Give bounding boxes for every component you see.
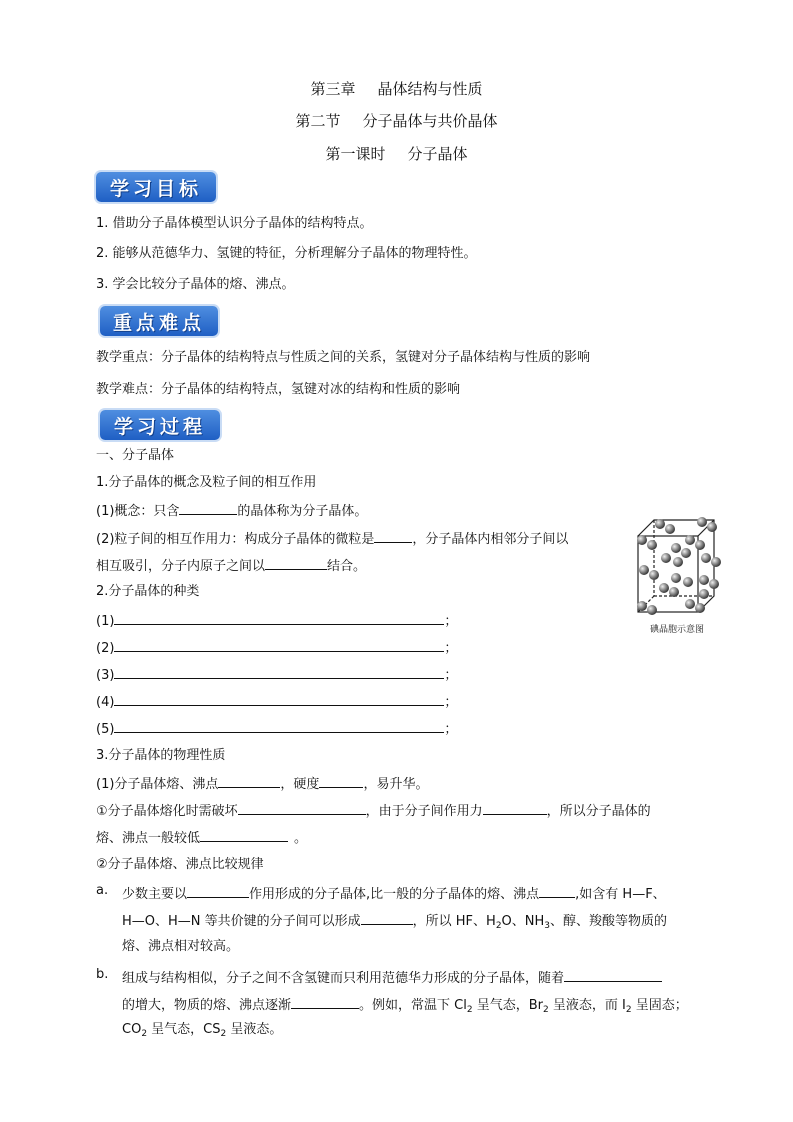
goal-item: 2. 能够从范德华力、氢键的特征，分析理解分子晶体的物理特性。	[96, 246, 477, 261]
kind-end: ；	[444, 641, 458, 656]
section-title	[0, 110, 793, 131]
fill-blank[interactable]	[483, 800, 547, 815]
rule-text-c: ，所以分子晶体的	[546, 804, 651, 819]
key-points-banner: 重点难点	[100, 306, 218, 336]
item-b-text: CO	[122, 1022, 142, 1037]
fill-blank[interactable]	[291, 994, 359, 1009]
item-a-text: 、醇、羧酸等物质的	[550, 914, 668, 929]
rule-text-b: ，由于分子间作用力	[365, 804, 483, 819]
rule-text-a: ①分子晶体熔化时需破坏	[96, 804, 238, 819]
kind-number: (2)	[96, 641, 115, 656]
kind-number: (4)	[96, 695, 115, 710]
fill-blank[interactable]	[539, 883, 575, 898]
item-b-text: 呈液态，而 I	[548, 998, 626, 1013]
goal-item: 3. 学会比较分子晶体的熔、沸点。	[96, 277, 295, 292]
kind-number: (1)	[96, 614, 115, 629]
lesson-number: 第一课时	[325, 145, 386, 163]
item-b-mark: b.	[96, 967, 109, 982]
concept-text-a: (1)概念：只含	[96, 504, 180, 519]
item-b-line-1	[122, 967, 662, 989]
chapter-name: 晶体结构与性质	[377, 80, 483, 98]
item-a-line-1	[122, 883, 666, 905]
rule-line-2	[96, 827, 307, 849]
section1-title: 1.分子晶体的概念及粒子间的相互作用	[96, 475, 317, 490]
fill-blank[interactable]	[361, 910, 413, 925]
kind-number: (5)	[96, 722, 115, 737]
kind-item	[96, 637, 457, 659]
property-text-b: ，硬度	[280, 777, 320, 792]
interaction-text-a: (2)粒子间的相互作用力：构成分子晶体的微粒是	[96, 532, 375, 547]
item-b-line-2	[122, 994, 688, 1020]
section-name: 分子晶体与共价晶体	[362, 112, 498, 130]
section2-title: 2.分子晶体的种类	[96, 584, 200, 599]
subscript: 2	[220, 1029, 227, 1039]
subscript: 2	[625, 1005, 632, 1015]
item-b-text: 呈气态，Br	[472, 998, 543, 1013]
teaching-focus: 教学重点：分子晶体的结构特点与性质之间的关系，氢键对分子晶体结构与性质的影响	[96, 350, 591, 365]
item-a-text: 作用形成的分子晶体,比一般的分子晶体的熔、沸点	[249, 887, 540, 902]
fill-blank[interactable]	[564, 967, 662, 982]
item-a-line-2	[122, 910, 667, 936]
interaction-line-2	[96, 555, 366, 577]
property-text-a: (1)分子晶体熔、沸点	[96, 777, 219, 792]
iodine-unit-cell-figure	[630, 512, 722, 620]
concept-line	[96, 500, 367, 522]
rule-text-e: 。	[294, 831, 308, 846]
item-b-text: 组成与结构相似，分子之间不含氢键而只利用范德华力形成的分子晶体，随着	[122, 971, 565, 986]
kind-end: ；	[444, 695, 458, 710]
fill-blank[interactable]	[218, 773, 280, 788]
kind-end: ；	[444, 614, 458, 629]
fill-blank[interactable]	[114, 664, 444, 679]
chapter-number: 第三章	[310, 80, 356, 98]
item-b-text: 呈固态；	[631, 998, 688, 1013]
interaction-text-b: ，分子晶体内相邻分子间以	[412, 532, 569, 547]
item-b-text: 呈气态，CS	[147, 1022, 221, 1037]
item-a-text: ，所以 HF、H	[412, 914, 496, 929]
fill-blank[interactable]	[114, 718, 444, 733]
concept-text-b: 的晶体称为分子晶体。	[237, 504, 368, 519]
item-b-text: 呈液态。	[226, 1022, 283, 1037]
lesson-title	[0, 143, 793, 164]
kind-end: ；	[444, 722, 458, 737]
goals-banner: 学习目标	[96, 172, 216, 202]
item-a-text: ,如含有 H—F、	[575, 887, 666, 902]
section-number: 第二节	[295, 112, 341, 130]
kind-end: ；	[444, 668, 458, 683]
fill-blank[interactable]	[319, 773, 363, 788]
chapter-title	[0, 78, 793, 99]
subscript: 2	[542, 1005, 549, 1015]
kind-item	[96, 610, 457, 632]
kind-item	[96, 718, 457, 740]
section3-title: 3.分子晶体的物理性质	[96, 748, 226, 763]
rule-line-1	[96, 800, 651, 822]
fill-blank[interactable]	[200, 827, 288, 842]
process-banner: 学习过程	[100, 410, 220, 440]
fill-blank[interactable]	[114, 691, 444, 706]
item-a-text: O、NH	[501, 914, 545, 929]
item-b-line-3	[122, 1020, 282, 1044]
item-a-line-3: 熔、沸点相对较高。	[122, 939, 240, 954]
item-a-mark: a.	[96, 883, 109, 898]
lesson-name: 分子晶体	[407, 145, 468, 163]
fill-blank[interactable]	[114, 637, 444, 652]
teaching-difficulty: 教学难点：分子晶体的结构特点，氢键对冰的结构和性质的影响	[96, 382, 461, 397]
item-a-text: H—O、H—N 等共价键的分子间可以形成	[122, 914, 361, 929]
item-b-text: 。例如，常温下 Cl	[359, 998, 467, 1013]
interaction-text-c: 相互吸引，分子内原子之间以	[96, 559, 266, 574]
part1-title: 一、分子晶体	[96, 448, 175, 463]
kind-item	[96, 664, 457, 686]
fill-blank[interactable]	[179, 500, 237, 515]
interaction-line-1	[96, 528, 568, 550]
subscript: 2	[495, 921, 502, 931]
goal-item: 1. 借助分子晶体模型认识分子晶体的结构特点。	[96, 216, 373, 231]
item-b-text: 的增大，物质的熔、沸点逐渐	[122, 998, 292, 1013]
kind-item	[96, 691, 457, 713]
interaction-text-d: 结合。	[327, 559, 367, 574]
fill-blank[interactable]	[238, 800, 366, 815]
fill-blank[interactable]	[374, 528, 412, 543]
subscript: 2	[141, 1029, 148, 1039]
fill-blank[interactable]	[187, 883, 249, 898]
kind-number: (3)	[96, 668, 115, 683]
fill-blank[interactable]	[114, 610, 444, 625]
property-text-c: ，易升华。	[363, 777, 429, 792]
figure-caption: 碘晶胞示意图	[650, 625, 705, 635]
subscript: 3	[544, 921, 551, 931]
comparison-rule-title: ②分子晶体熔、沸点比较规律	[96, 857, 264, 872]
property-line-1	[96, 773, 428, 795]
fill-blank[interactable]	[265, 555, 327, 570]
item-a-text: 少数主要以	[122, 887, 188, 902]
rule-text-d: 熔、沸点一般较低	[96, 831, 201, 846]
subscript: 2	[466, 1005, 473, 1015]
